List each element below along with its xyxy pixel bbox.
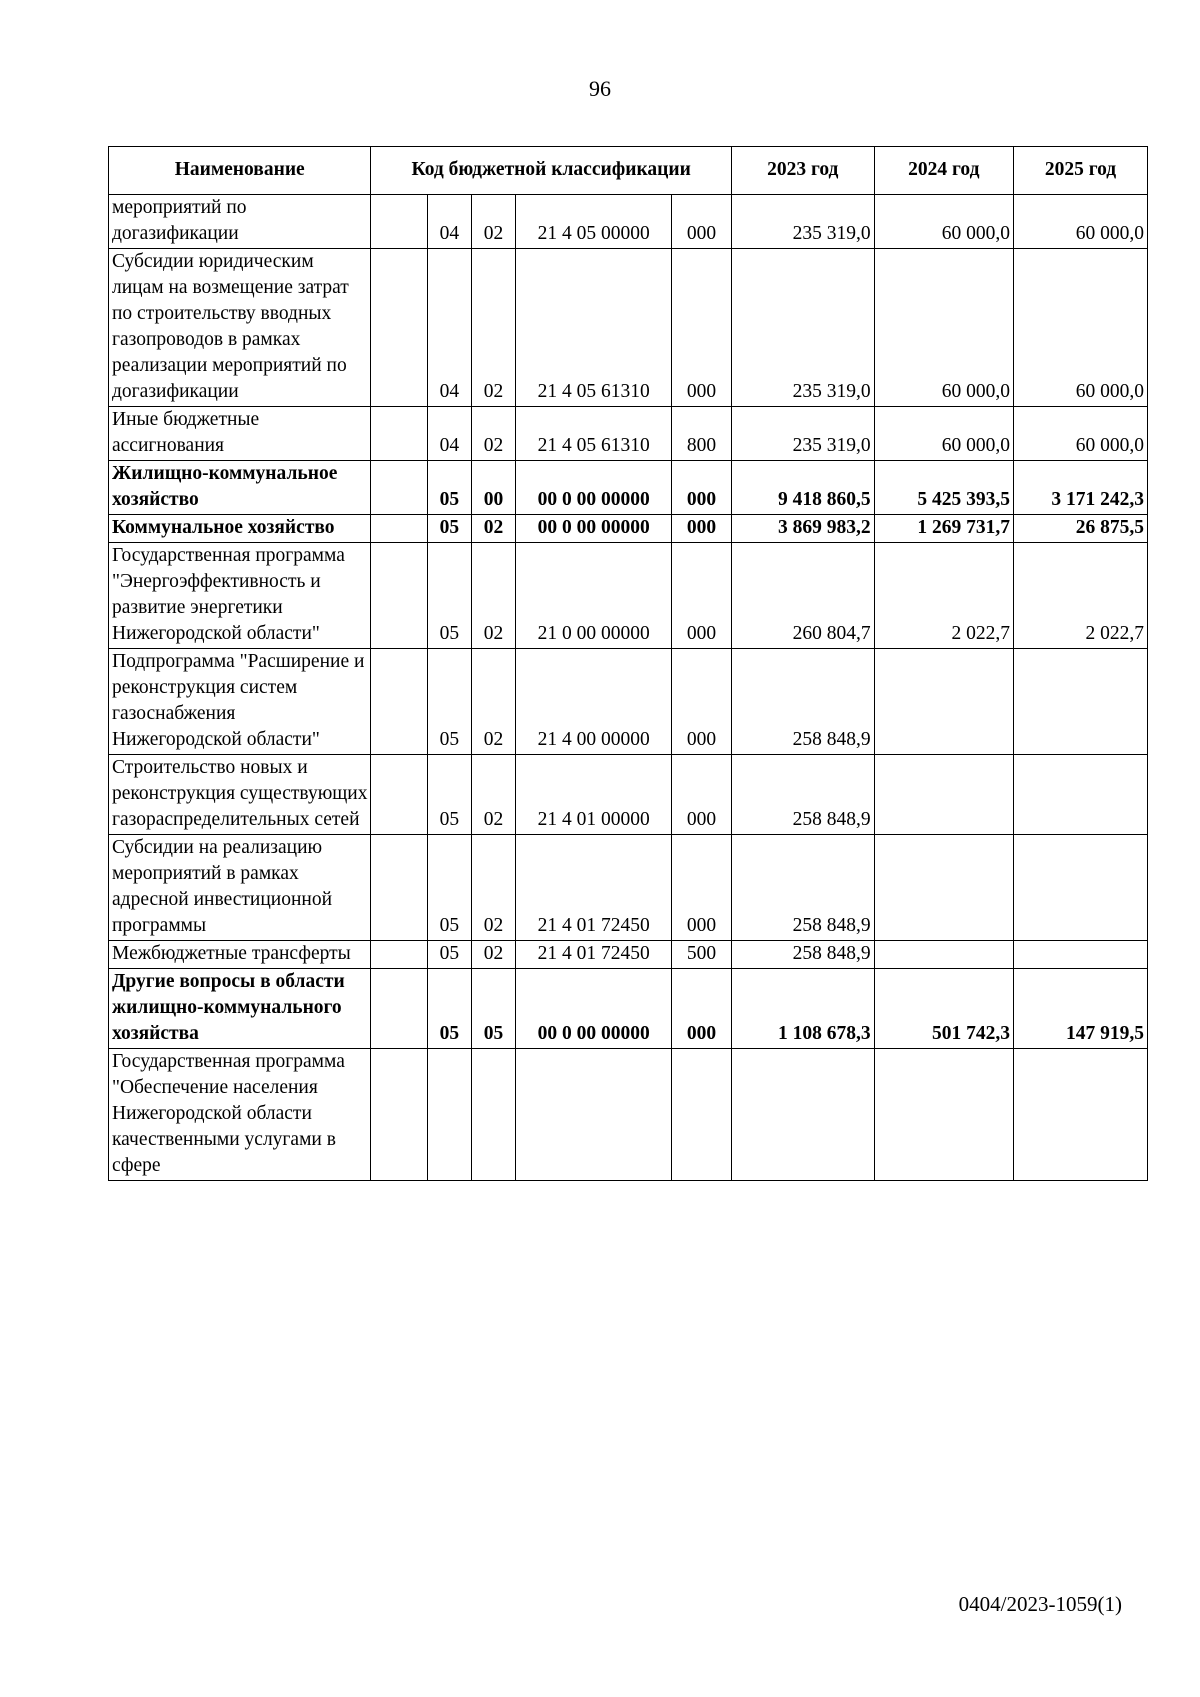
- cell-code-target: 21 4 01 72450: [516, 941, 672, 969]
- cell-code-section: 04: [428, 195, 472, 249]
- cell-code-subsection: 02: [471, 755, 516, 835]
- cell-code-subsection: 00: [471, 461, 516, 515]
- page-number: 96: [589, 76, 611, 101]
- header-2024: 2024 год: [874, 147, 1013, 195]
- cell-name: Субсидии юридическим лицам на возмещение затрат по строительству вводных газопроводов в рамках реализации мероприятий по догазификации: [109, 249, 371, 407]
- table-row: [109, 941, 1148, 969]
- cell-2023: 235 319,0: [731, 249, 874, 407]
- cell-code-section: 05: [428, 941, 472, 969]
- table-row: [109, 755, 1148, 835]
- cell-name: Строительство новых и реконструкция существующих газораспределительных сетей: [109, 755, 371, 835]
- cell-2025: 60 000,0: [1013, 195, 1147, 249]
- cell-code-target: 21 0 00 00000: [516, 543, 672, 649]
- table-row: [109, 543, 1148, 649]
- cell-2025: 2 022,7: [1013, 543, 1147, 649]
- cell-code-1: [371, 407, 428, 461]
- cell-2025: [1013, 941, 1147, 969]
- cell-code-1: [371, 1049, 428, 1181]
- cell-code-subsection: 02: [471, 515, 516, 543]
- header-2025: 2025 год: [1013, 147, 1147, 195]
- table-row: [109, 835, 1148, 941]
- cell-code-section: [428, 1049, 472, 1181]
- cell-code-type: 800: [671, 407, 731, 461]
- cell-2023: 3 869 983,2: [731, 515, 874, 543]
- cell-code-section: 05: [428, 461, 472, 515]
- table-row: [109, 515, 1148, 543]
- cell-2023: 260 804,7: [731, 543, 874, 649]
- cell-code-1: [371, 941, 428, 969]
- budget-table: [108, 146, 1148, 1181]
- cell-code-subsection: 02: [471, 249, 516, 407]
- cell-2024: [874, 835, 1013, 941]
- cell-code-1: [371, 649, 428, 755]
- cell-code-section: 05: [428, 543, 472, 649]
- cell-2023: 258 848,9: [731, 755, 874, 835]
- cell-name: Субсидии на реализацию мероприятий в рамках адресной инвестиционной программы: [109, 835, 371, 941]
- cell-code-section: 05: [428, 755, 472, 835]
- cell-code-type: 000: [671, 515, 731, 543]
- cell-2024: 60 000,0: [874, 195, 1013, 249]
- cell-code-type: 000: [671, 461, 731, 515]
- table-body: [109, 195, 1148, 1181]
- cell-code-1: [371, 461, 428, 515]
- cell-2023: 235 319,0: [731, 407, 874, 461]
- cell-code-section: 04: [428, 249, 472, 407]
- cell-2023: 235 319,0: [731, 195, 874, 249]
- cell-2025: 60 000,0: [1013, 407, 1147, 461]
- cell-name: Государственная программа "Обеспечение населения Нижегородской области качественными услугами в сфере: [109, 1049, 371, 1181]
- cell-code-1: [371, 969, 428, 1049]
- cell-2024: [874, 755, 1013, 835]
- cell-2024: 5 425 393,5: [874, 461, 1013, 515]
- cell-code-section: 05: [428, 835, 472, 941]
- table-header-row: [109, 147, 1148, 195]
- cell-name: мероприятий по догазификации: [109, 195, 371, 249]
- cell-code-type: 000: [671, 755, 731, 835]
- cell-code-1: [371, 515, 428, 543]
- cell-code-type: 000: [671, 195, 731, 249]
- cell-code-target: 00 0 00 00000: [516, 515, 672, 543]
- document-code: 0404/2023-1059(1): [958, 1592, 1122, 1616]
- header-name: Наименование: [109, 147, 371, 195]
- header-2023: 2023 год: [731, 147, 874, 195]
- cell-2023: 1 108 678,3: [731, 969, 874, 1049]
- cell-2024: 1 269 731,7: [874, 515, 1013, 543]
- cell-2025: [1013, 755, 1147, 835]
- cell-code-target: 21 4 05 61310: [516, 407, 672, 461]
- cell-code-section: 04: [428, 407, 472, 461]
- cell-code-target: 21 4 01 72450: [516, 835, 672, 941]
- table-row: [109, 249, 1148, 407]
- cell-code-target: 21 4 01 00000: [516, 755, 672, 835]
- cell-code-1: [371, 755, 428, 835]
- cell-code-type: 000: [671, 249, 731, 407]
- cell-2024: 60 000,0: [874, 249, 1013, 407]
- cell-code-1: [371, 835, 428, 941]
- cell-code-type: 000: [671, 543, 731, 649]
- table-row: [109, 649, 1148, 755]
- cell-code-subsection: 02: [471, 543, 516, 649]
- table-row: [109, 407, 1148, 461]
- cell-2023: 258 848,9: [731, 941, 874, 969]
- cell-code-subsection: 02: [471, 195, 516, 249]
- cell-2025: 26 875,5: [1013, 515, 1147, 543]
- cell-code-type: 000: [671, 969, 731, 1049]
- cell-name: Жилищно-коммунальное хозяйство: [109, 461, 371, 515]
- cell-code-type: [671, 1049, 731, 1181]
- cell-code-section: 05: [428, 969, 472, 1049]
- cell-code-target: 00 0 00 00000: [516, 461, 672, 515]
- cell-code-subsection: 02: [471, 649, 516, 755]
- cell-code-target: [516, 1049, 672, 1181]
- cell-2024: [874, 649, 1013, 755]
- cell-code-target: 00 0 00 00000: [516, 969, 672, 1049]
- cell-code-1: [371, 195, 428, 249]
- table-row: [109, 1049, 1148, 1181]
- cell-name: Межбюджетные трансферты: [109, 941, 371, 969]
- cell-name: Государственная программа "Энергоэффективность и развитие энергетики Нижегородской области": [109, 543, 371, 649]
- cell-2024: [874, 941, 1013, 969]
- table-row: [109, 969, 1148, 1049]
- table-row: [109, 195, 1148, 249]
- cell-code-1: [371, 543, 428, 649]
- cell-code-subsection: 05: [471, 969, 516, 1049]
- cell-name: Подпрограмма "Расширение и реконструкция систем газоснабжения Нижегородской области": [109, 649, 371, 755]
- cell-code-type: 500: [671, 941, 731, 969]
- cell-code-subsection: [471, 1049, 516, 1181]
- cell-code-subsection: 02: [471, 835, 516, 941]
- cell-2023: 258 848,9: [731, 835, 874, 941]
- cell-2025: [1013, 649, 1147, 755]
- cell-code-subsection: 02: [471, 941, 516, 969]
- cell-2025: [1013, 1049, 1147, 1181]
- cell-code-section: 05: [428, 515, 472, 543]
- cell-code-subsection: 02: [471, 407, 516, 461]
- cell-2023: 258 848,9: [731, 649, 874, 755]
- cell-code-target: 21 4 05 61310: [516, 249, 672, 407]
- cell-2023: [731, 1049, 874, 1181]
- cell-name: Другие вопросы в области жилищно-коммунального хозяйства: [109, 969, 371, 1049]
- cell-code-type: 000: [671, 835, 731, 941]
- cell-2024: 501 742,3: [874, 969, 1013, 1049]
- cell-code-section: 05: [428, 649, 472, 755]
- cell-2025: 147 919,5: [1013, 969, 1147, 1049]
- cell-code-target: 21 4 05 00000: [516, 195, 672, 249]
- cell-code-target: 21 4 00 00000: [516, 649, 672, 755]
- cell-code-1: [371, 249, 428, 407]
- cell-name: Коммунальное хозяйство: [109, 515, 371, 543]
- table-row: [109, 461, 1148, 515]
- cell-code-type: 000: [671, 649, 731, 755]
- cell-name: Иные бюджетные ассигнования: [109, 407, 371, 461]
- cell-2024: 2 022,7: [874, 543, 1013, 649]
- cell-2025: 60 000,0: [1013, 249, 1147, 407]
- header-code: Код бюджетной классификации: [371, 147, 731, 195]
- cell-2024: 60 000,0: [874, 407, 1013, 461]
- cell-2025: [1013, 835, 1147, 941]
- cell-2025: 3 171 242,3: [1013, 461, 1147, 515]
- cell-2023: 9 418 860,5: [731, 461, 874, 515]
- cell-2024: [874, 1049, 1013, 1181]
